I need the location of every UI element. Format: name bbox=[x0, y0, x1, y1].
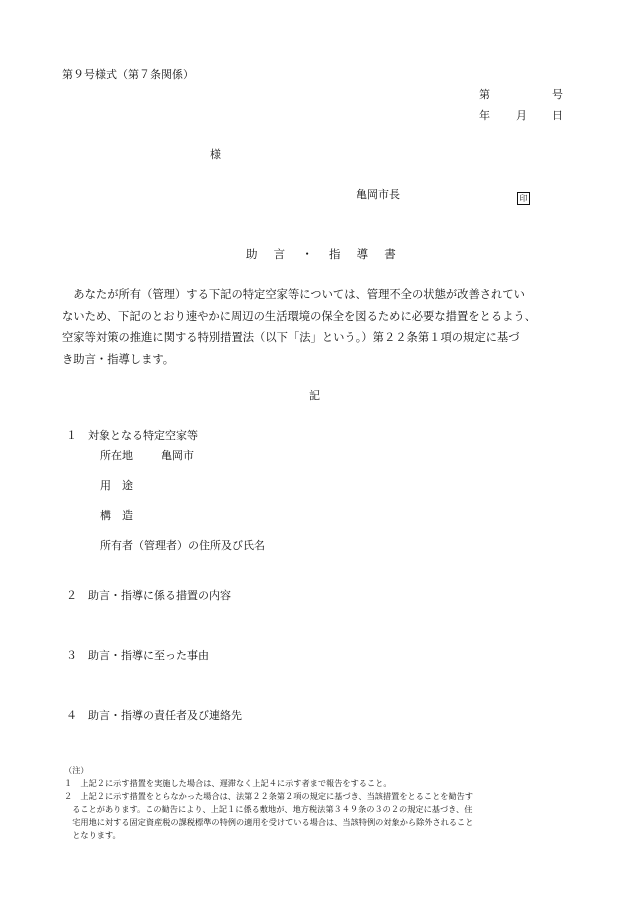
item-1-heading: １ 対象となる特定空家等 bbox=[66, 429, 198, 442]
title-char: 書 bbox=[384, 247, 396, 261]
document-title bbox=[246, 246, 408, 262]
title-char: 指 bbox=[328, 247, 341, 261]
note-line: ることがあります。この勧告により、上記１に係る敷地が、地方税法第３４９条の３の２の規定に基づき、住 bbox=[64, 804, 473, 814]
number-prefix: 第 bbox=[479, 88, 490, 101]
note-line: 宅用地に対する固定資産税の課税標準の特例の適用を受けている場合は、当該特例の対象から除外されること bbox=[64, 817, 474, 827]
body-line: ないため、下記のとおり速やかに周辺の生活環境の保全を図るために必要な措置をとるよう、 bbox=[62, 309, 537, 323]
body-line: あなたが所有（管理）する下記の特定空家等については、管理不全の状態が改善されてい bbox=[62, 288, 525, 301]
issuer-name: 亀岡市長 bbox=[356, 188, 400, 201]
date-month: 月 bbox=[516, 109, 527, 122]
body-paragraph bbox=[62, 284, 582, 370]
date-year: 年 bbox=[479, 109, 490, 122]
title-char: 導 bbox=[356, 247, 369, 261]
usage-label: 用 途 bbox=[100, 479, 133, 492]
title-char: ・ bbox=[301, 247, 313, 261]
title-char: 助 bbox=[246, 247, 258, 261]
location-value: 亀岡市 bbox=[161, 449, 194, 462]
form-id: 第９号様式（第７条関係） bbox=[62, 68, 194, 81]
date-day: 日 bbox=[552, 109, 563, 122]
structure-label: 構 造 bbox=[100, 509, 133, 522]
note-line: ２ 上記２に示す措置をとらなかった場合は、法第２２条第２項の規定に基づき、当該措置をとることを勧告す bbox=[64, 791, 474, 801]
body-line: 空家等対策の推進に関する特別措置法（以下「法」という。）第２２条第１項の規定に基づ bbox=[62, 331, 520, 344]
location-label: 所在地 bbox=[100, 449, 133, 462]
title-char: 言 bbox=[273, 247, 286, 261]
notes-block bbox=[64, 777, 584, 842]
note-line: １ 上記２に示す措置を実施した場合は、遅滞なく上記４に示す者まで報告をすること。 bbox=[64, 778, 392, 788]
note-line: となります。 bbox=[64, 830, 121, 840]
recipient-suffix: 様 bbox=[210, 148, 221, 161]
number-suffix: 号 bbox=[552, 88, 563, 101]
item-3-heading: ３ 助言・指導に至った事由 bbox=[66, 649, 209, 662]
ki-heading: 記 bbox=[309, 389, 320, 402]
item-2-heading: ２ 助言・指導に係る措置の内容 bbox=[66, 589, 231, 602]
seal-mark bbox=[517, 186, 530, 205]
notes-heading: （注） bbox=[64, 765, 89, 775]
item-4-heading: ４ 助言・指導の責任者及び連絡先 bbox=[66, 709, 242, 722]
owner-label: 所有者（管理者）の住所及び氏名 bbox=[100, 539, 265, 552]
seal-icon: 印 bbox=[517, 192, 530, 205]
body-line: き助言・指導します。 bbox=[62, 352, 175, 366]
